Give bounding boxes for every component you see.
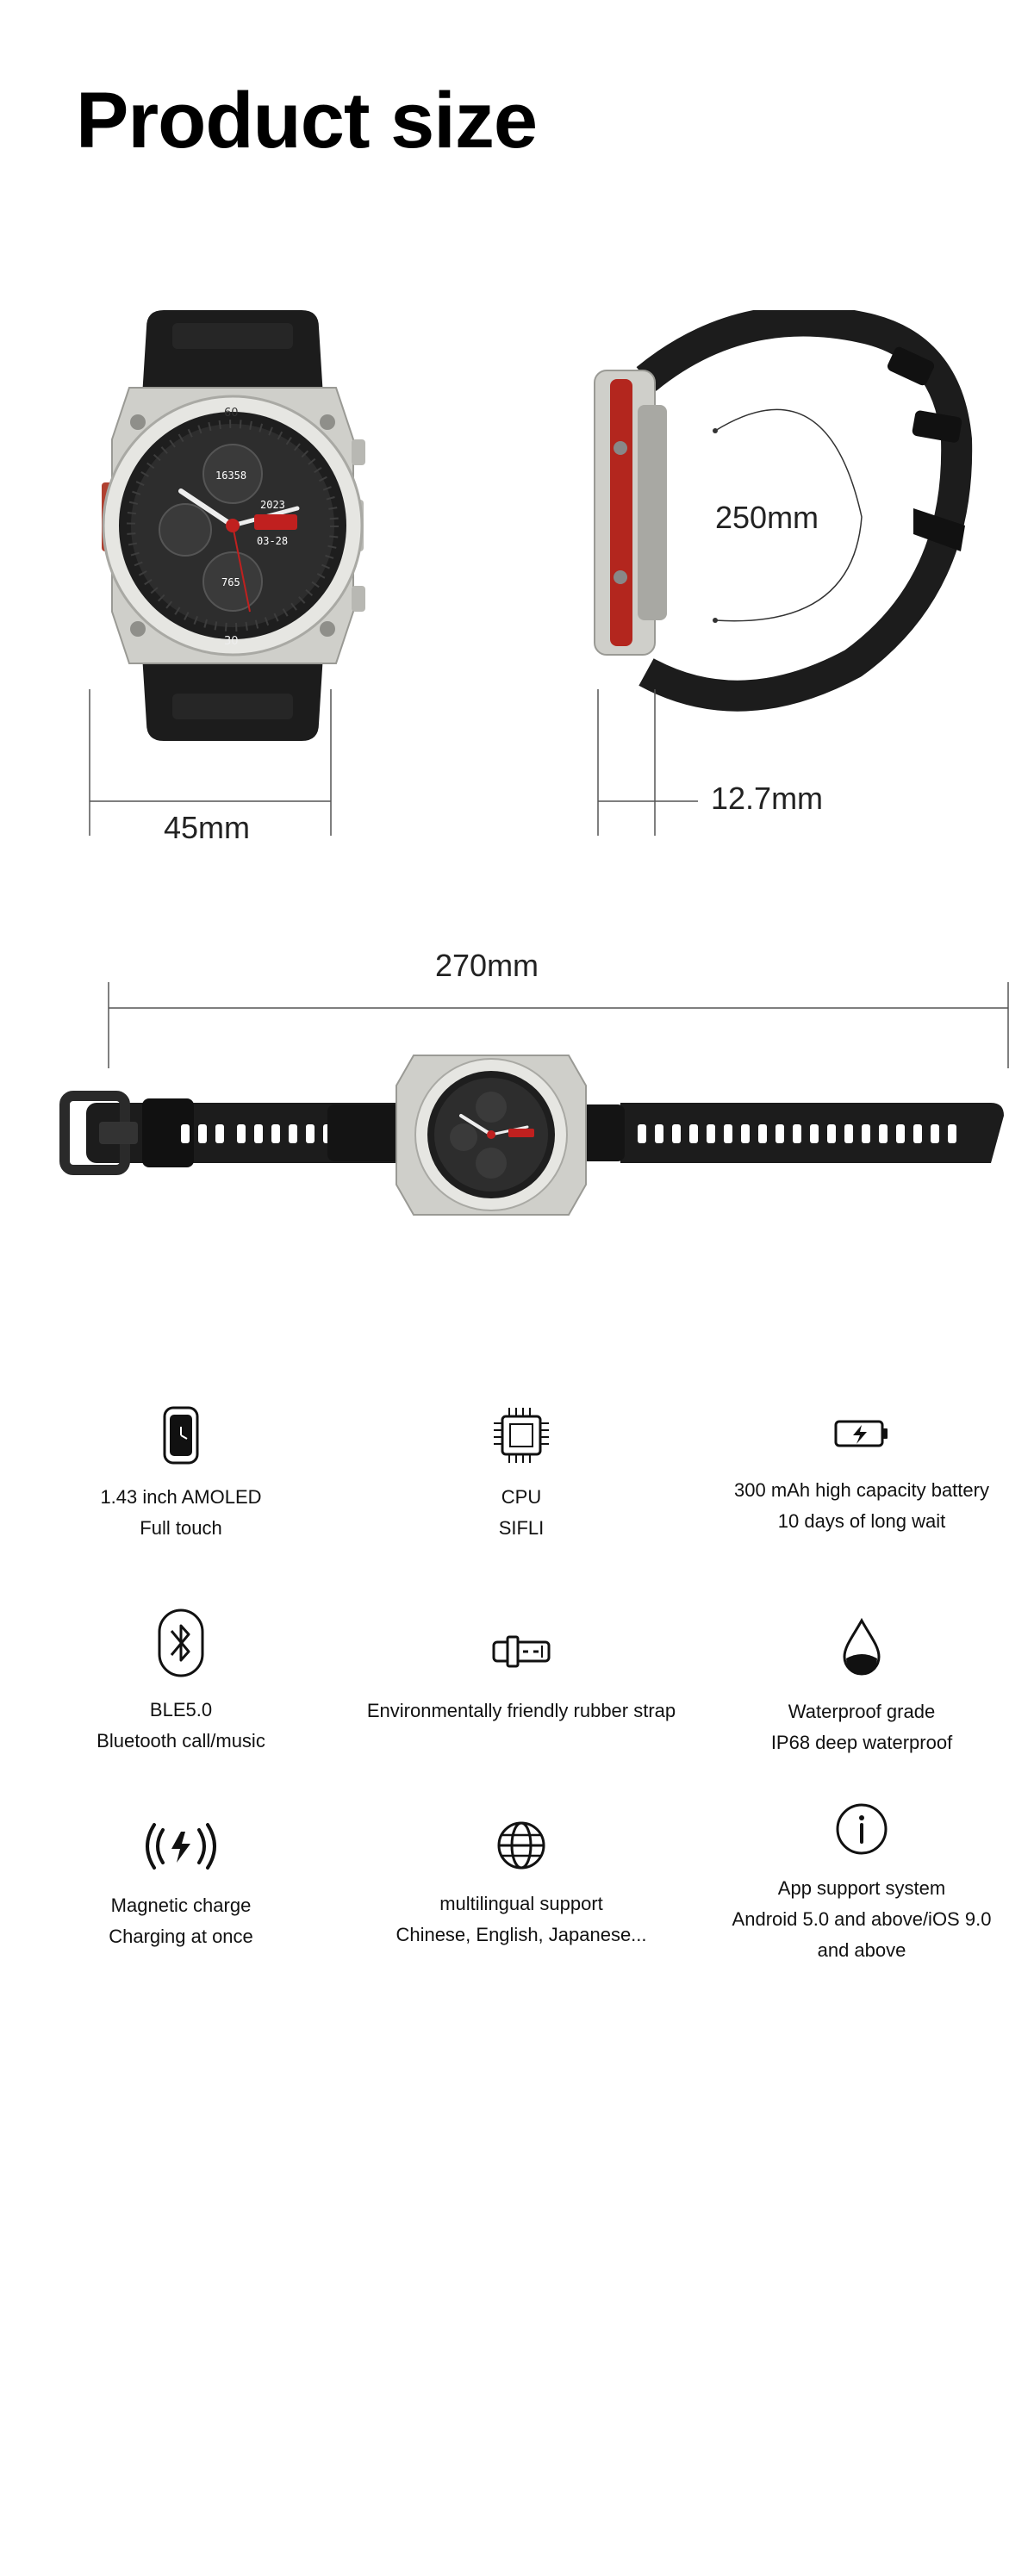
- watch-front-view: [78, 310, 388, 741]
- feature-battery: [698, 1404, 1025, 1537]
- feature-multilingual-line-1: multilingual support: [439, 1893, 603, 1914]
- cpu-chip-icon: [490, 1404, 552, 1466]
- wrist-circumference-label: 250mm: [715, 500, 819, 535]
- feature-app-support-line-3: and above: [817, 1939, 906, 1961]
- feature-cpu-line-2: SIFLI: [498, 1517, 545, 1539]
- feature-battery-line-1: 300 mAh high capacity battery: [734, 1479, 989, 1501]
- feature-multilingual: [366, 1818, 676, 1951]
- strap-icon: [489, 1620, 554, 1680]
- bezel-60-label: 60: [224, 407, 239, 420]
- bezel-30-label: 30: [224, 635, 239, 648]
- thickness-label: 12.7mm: [711, 781, 824, 816]
- bluetooth-icon: [151, 1607, 211, 1679]
- date-readout: 03-28: [257, 535, 289, 547]
- feature-magnetic-charge: [26, 1818, 336, 1952]
- feature-strap-line-1: Environmentally friendly rubber strap: [366, 1700, 676, 1721]
- feature-magnetic-charge-line-2: Charging at once: [109, 1926, 253, 1947]
- length-label: 270mm: [435, 948, 539, 983]
- feature-magnetic-charge-line-1: Magnetic charge: [110, 1895, 252, 1916]
- feature-strap: [340, 1620, 702, 1727]
- feature-bluetooth-line-2: Bluetooth call/music: [97, 1730, 265, 1752]
- water-drop-icon: [836, 1615, 888, 1681]
- steps-readout: 16358: [215, 470, 247, 482]
- feature-display-line-2: Full touch: [140, 1517, 222, 1539]
- globe-icon: [494, 1818, 549, 1873]
- feature-waterproof-line-1: Waterproof grade: [788, 1701, 936, 1722]
- feature-battery-line-2: 10 days of long wait: [777, 1510, 946, 1532]
- year-readout: 2023: [260, 499, 285, 511]
- thickness-dimension-lines: [595, 689, 707, 844]
- wireless-charge-icon: [142, 1818, 220, 1875]
- battery-charging-icon: [831, 1404, 893, 1459]
- info-icon: [833, 1801, 890, 1857]
- feature-display-line-1: 1.43 inch AMOLED: [100, 1486, 262, 1508]
- feature-cpu-line-1: CPU: [501, 1486, 542, 1508]
- feature-waterproof-line-2: IP68 deep waterproof: [770, 1732, 953, 1753]
- page-title: Product size: [76, 77, 538, 165]
- feature-app-support: [707, 1801, 1017, 1966]
- heart-rate-readout: 765: [221, 576, 240, 588]
- feature-display: [26, 1404, 336, 1544]
- width-label: 45mm: [164, 810, 251, 845]
- feature-cpu: [366, 1404, 676, 1544]
- feature-waterproof: [707, 1615, 1017, 1758]
- smartwatch-icon: [151, 1404, 211, 1466]
- feature-app-support-line-2: Android 5.0 and above/iOS 9.0: [732, 1908, 992, 1930]
- watch-full-length-view: [52, 1042, 1017, 1241]
- feature-bluetooth: [26, 1607, 336, 1757]
- feature-multilingual-line-2: Chinese, English, Japanese...: [396, 1924, 647, 1945]
- feature-bluetooth-line-1: BLE5.0: [149, 1699, 213, 1720]
- feature-app-support-line-1: App support system: [777, 1877, 946, 1899]
